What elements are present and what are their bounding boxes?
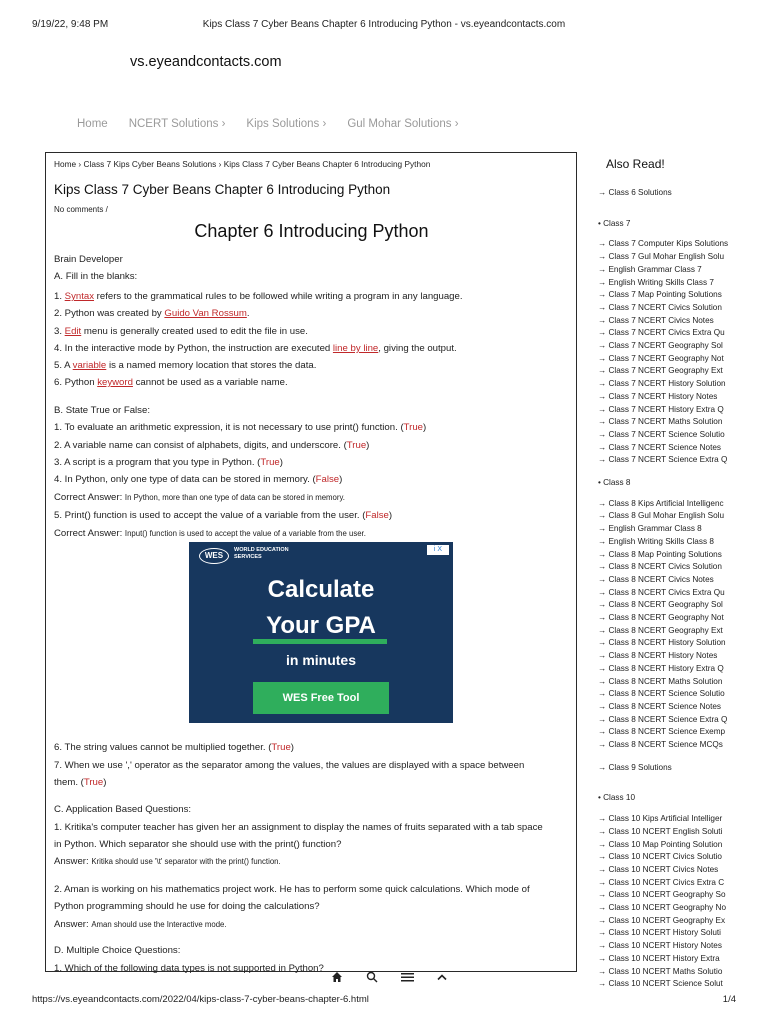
section-a-heading: A. Fill in the blanks:	[54, 271, 138, 282]
chevron-up-icon[interactable]	[435, 971, 449, 986]
fill-blank-1: 1. Syntax refers to the grammatical rules to be followed while writing a program in any language.	[54, 291, 463, 302]
sidebar-link[interactable]: → Class 8 NCERT Civics Solution	[598, 562, 722, 572]
sidebar-link[interactable]: → Class 7 NCERT Science Extra Q	[598, 455, 728, 465]
sidebar-also-read	[598, 152, 768, 989]
sidebar-link[interactable]: → Class 10 NCERT Civics Notes	[598, 864, 719, 874]
print-footer	[0, 992, 768, 1012]
sidebar-link[interactable]: → Class 7 NCERT Civics Extra Qu	[598, 328, 725, 338]
print-page-number: 1/4	[722, 994, 736, 1005]
fill-blank-4: 4. In the interactive mode by Python, the instruction are executed line by line, giving the output.	[54, 343, 457, 354]
answer-link-variable[interactable]: variable	[72, 360, 107, 371]
sidebar-link[interactable]: → Class 7 NCERT History Notes	[598, 391, 718, 401]
true-false-1: 1. To evaluate an arithmetic expression, it is not necessary to use print() function. (True)	[54, 422, 427, 433]
post-title: Kips Class 7 Cyber Beans Chapter 6 Introducing Python	[54, 182, 391, 197]
article-container	[45, 152, 577, 972]
sidebar-link[interactable]: → Class 10 NCERT History Soluti	[598, 928, 721, 938]
sidebar-link[interactable]: → Class 10 NCERT English Soluti	[598, 826, 723, 836]
nav-item-gul-mohar-solutions[interactable]: Gul Mohar Solutions ›	[347, 118, 459, 130]
main-nav	[77, 118, 480, 130]
sidebar-section-header: • Class 8	[598, 478, 631, 487]
sidebar-link[interactable]: → Class 8 NCERT Geography Ext	[598, 625, 723, 635]
true-false-4: 4. In Python, only one type of data can be stored in memory. (False)	[54, 474, 343, 485]
sidebar-section-header: • Class 10	[598, 793, 635, 803]
nav-item-kips-solutions[interactable]: Kips Solutions ›	[246, 118, 327, 130]
sidebar-link[interactable]: → Class 8 Gul Mohar English Solu	[598, 511, 725, 521]
true-false-3: 3. A script is a program that you type in Python. (True)	[54, 457, 283, 468]
wes-logo: WES	[199, 548, 229, 564]
application-q1-line1: 1. Kritika's computer teacher has given her an assignment to display the names of fruits separated with a tab space	[54, 822, 543, 833]
sidebar-link[interactable]: → Class 7 NCERT Maths Solution	[598, 417, 723, 427]
sidebar-link[interactable]: → Class 8 NCERT Geography Not	[598, 613, 724, 622]
sidebar-link[interactable]: → Class 8 NCERT Geography Sol	[598, 600, 723, 610]
true-false-7-line2: them. (True)	[54, 777, 107, 788]
sidebar-title: Also Read!	[606, 157, 665, 171]
sidebar-link[interactable]: → Class 8 NCERT Civics Notes	[598, 574, 714, 584]
sidebar-link[interactable]: → Class 7 NCERT Geography Sol	[598, 341, 723, 350]
sidebar-link[interactable]: → Class 7 Gul Mohar English Solu	[598, 252, 725, 262]
sidebar-link[interactable]: → Class 7 NCERT Geography Not	[598, 353, 724, 363]
answer-link-line-by-line[interactable]: line by line	[332, 343, 379, 354]
fill-blank-3: 3. Edit menu is generally created used to edit the file in use.	[54, 326, 308, 337]
sidebar-link[interactable]: → Class 8 NCERT History Notes	[598, 651, 718, 661]
sidebar-link[interactable]: → Class 7 Map Pointing Solutions	[598, 290, 722, 300]
sidebar-link[interactable]: → Class 10 NCERT Civics Extra C	[598, 877, 725, 887]
answer-link-syntax[interactable]: Syntax	[64, 291, 95, 302]
sidebar-link[interactable]: → Class 8 NCERT Science Solutio	[598, 689, 725, 699]
application-q1-answer: Answer: Kritika should use '\t' separator with the print() function.	[54, 856, 281, 867]
brain-developer-label: Brain Developer	[54, 254, 123, 265]
sidebar-link[interactable]: → Class 8 NCERT Science MCQs	[598, 740, 723, 749]
fill-blank-5: 5. A variable is a named memory location that stores the data.	[54, 360, 317, 371]
post-meta[interactable]: No comments /	[54, 205, 108, 214]
sidebar-link[interactable]: → Class 7 NCERT History Solution	[598, 379, 726, 389]
sidebar-link[interactable]: → English Writing Skills Class 8	[598, 536, 714, 546]
sidebar-link[interactable]: → Class 8 NCERT History Extra Q	[598, 663, 724, 673]
sidebar-link[interactable]: → Class 6 Solutions	[598, 188, 672, 197]
sidebar-link[interactable]: → Class 8 NCERT Maths Solution	[598, 676, 723, 686]
ad-subheadline: in minutes	[285, 652, 356, 668]
sidebar-link[interactable]: → English Grammar Class 7	[598, 264, 702, 274]
answer-link-guido[interactable]: Guido Van Rossum	[164, 308, 247, 319]
ad-choices-close-icon[interactable]: i X	[427, 545, 449, 555]
nav-item-ncert-solutions[interactable]: NCERT Solutions ›	[128, 118, 226, 130]
fill-blank-6: 6. Python keyword cannot be used as a variable name.	[54, 377, 288, 388]
menu-icon[interactable]	[400, 971, 414, 986]
true-false-5: 5. Print() function is used to accept the value of a variable from the user. (False)	[54, 510, 393, 521]
sidebar-link[interactable]: → Class 8 NCERT History Solution	[598, 638, 726, 648]
correct-answer-5: Correct Answer: Input() function is used to accept the value of a variable from the user.	[54, 528, 366, 539]
advertisement-banner[interactable]	[189, 542, 453, 723]
search-icon[interactable]	[365, 971, 379, 986]
sidebar-link[interactable]: → Class 7 Computer Kips Solutions	[598, 239, 729, 249]
sidebar-link[interactable]: → English Grammar Class 8	[598, 524, 702, 534]
application-q1-line2: in Python. Which separator she should use with the print() function?	[54, 839, 342, 850]
wes-org-name: WORLD EDUCATION SERVICES	[234, 547, 289, 560]
sidebar-link[interactable]: → Class 10 Kips Artificial Intelliger	[598, 814, 723, 824]
sidebar-link[interactable]: → Class 10 NCERT Geography So	[598, 890, 726, 900]
ad-headline-line1: Calculate	[267, 576, 375, 603]
answer-link-edit[interactable]: Edit	[64, 326, 82, 337]
sidebar-link[interactable]: → Class 10 NCERT Maths Solutio	[598, 966, 723, 976]
sidebar-link[interactable]: → Class 7 NCERT History Extra Q	[598, 404, 724, 414]
true-false-7-line1: 7. When we use ',' operator as the separator among the values, the values are displayed with a space between	[54, 760, 525, 771]
application-q2-answer: Answer: Aman should use the Interactive mode.	[54, 919, 227, 930]
chapter-heading: Chapter 6 Introducing Python	[194, 221, 429, 241]
sidebar-link[interactable]: → Class 7 NCERT Civics Solution	[598, 302, 722, 312]
sidebar-link[interactable]: → Class 8 NCERT Science Extra Q	[598, 714, 728, 724]
fill-blank-2: 2. Python was created by Guido Van Rossum.	[54, 308, 250, 319]
sidebar-link[interactable]: → Class 10 NCERT Geography No	[598, 903, 727, 912]
sidebar-link[interactable]: → English Writing Skills Class 7	[598, 277, 714, 287]
true-false-2: 2. A variable name can consist of alphabets, digits, and underscore. (True)	[54, 440, 370, 451]
sidebar-link[interactable]: → Class 7 NCERT Science Solutio	[598, 429, 725, 439]
home-icon[interactable]	[330, 971, 344, 986]
site-name[interactable]: vs.eyeandcontacts.com	[130, 54, 282, 70]
section-c-heading: C. Application Based Questions:	[54, 804, 192, 815]
application-q2-line1: 2. Aman is working on his mathematics project work. He has to perform some quick calculations. Which mode of	[54, 884, 530, 895]
sidebar-link[interactable]: → Class 7 NCERT Geography Ext	[598, 366, 723, 376]
sidebar-link[interactable]: → Class 10 NCERT History Extra	[598, 953, 720, 963]
ad-headline-line2: Your GPA	[266, 612, 376, 639]
breadcrumb[interactable]: Home › Class 7 Kips Cyber Beans Solutions › Kips Class 7 Cyber Beans Chapter 6 Introducing Python	[54, 159, 431, 169]
section-b-heading: B. State True or False:	[54, 405, 150, 416]
nav-item-home[interactable]: Home	[77, 118, 108, 130]
section-d-heading: D. Multiple Choice Questions:	[54, 945, 181, 956]
sidebar-link[interactable]: → Class 10 NCERT Geography Ex	[598, 915, 726, 925]
correct-answer-4: Correct Answer: In Python, more than one type of data can be stored in memory.	[54, 492, 345, 503]
ad-underline-bar	[253, 639, 387, 644]
sidebar-link[interactable]: → Class 8 NCERT Civics Extra Qu	[598, 587, 725, 597]
sidebar-link[interactable]: → Class 8 Map Pointing Solutions	[598, 549, 722, 559]
ad-cta-button[interactable]: WES Free Tool	[253, 682, 389, 714]
sidebar-link[interactable]: → Class 9 Solutions	[598, 762, 672, 772]
true-false-6: 6. The string values cannot be multiplied together. (True)	[54, 742, 294, 753]
print-url: https://vs.eyeandcontacts.com/2022/04/kips-class-7-cyber-beans-chapter-6.html	[32, 994, 369, 1005]
mcq-1: 1. Which of the following data types is not supported in Python?	[54, 963, 324, 974]
sidebar-link[interactable]: → Class 10 Map Pointing Solution	[598, 839, 723, 849]
sidebar-link[interactable]: → Class 7 NCERT Science Notes	[598, 442, 722, 452]
sidebar-link[interactable]: → Class 8 NCERT Science Notes	[598, 701, 722, 711]
sidebar-link[interactable]: → Class 7 NCERT Civics Notes	[598, 315, 714, 325]
sidebar-section-header: • Class 7	[598, 218, 631, 228]
sidebar-link[interactable]: → Class 10 NCERT Science Solut	[598, 979, 723, 989]
print-document-title: Kips Class 7 Cyber Beans Chapter 6 Introducing Python - vs.eyeandcontacts.com	[202, 19, 566, 30]
sidebar-link[interactable]: → Class 10 NCERT History Notes	[598, 941, 722, 951]
sidebar-link[interactable]: → Class 8 Kips Artificial Intelligenc	[598, 498, 724, 508]
print-header	[0, 0, 768, 36]
application-q2-line2: Python programming should he use for doing the calculations?	[54, 901, 320, 912]
sidebar-link[interactable]: → Class 8 NCERT Science Exemp	[598, 727, 726, 737]
print-date: 9/19/22, 9:48 PM	[32, 19, 109, 30]
bottom-toolbar	[330, 971, 449, 986]
answer-link-keyword[interactable]: keyword	[97, 377, 133, 388]
sidebar-link[interactable]: → Class 10 NCERT Civics Solutio	[598, 852, 722, 862]
